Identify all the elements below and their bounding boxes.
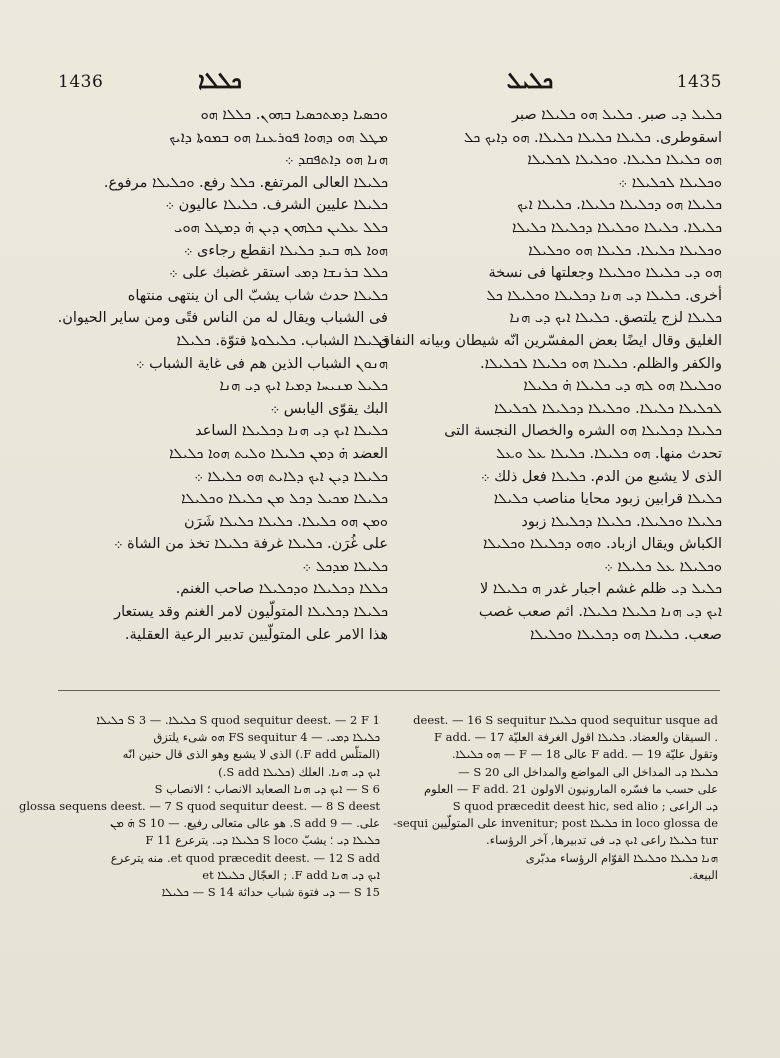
text-line: ܟܠܠܐ ܕܟܠܝܠܐ ܘܕܟܠܝܠܐ صاحب الغنم. — [175, 581, 388, 598]
text-line: على غُرَن. ܟܠܝܠܐ غرفة ܟܠܝܠܐ تخذ من الشاة ܀ — [113, 536, 388, 553]
right-text-column — [378, 104, 722, 682]
footnote-line: . السيقان والعضاد. ܟܠܝܠܐ اقول الغرفة العليّة F add. — 17 — [434, 730, 718, 745]
footnote-separator-rule — [58, 690, 720, 691]
text-line: ܟܠܝܠܐ لزج يلتصق. ܟܠܝܠܐ ܐܝܟ ܕܝ ܗܢܐ — [509, 310, 722, 327]
footnote-line: 1 S quod sequitur deest. — 2 F ܟܠܝܠܐ. — 3 S ܟܠܝܠܐ — [96, 713, 380, 727]
text-line: ܟܠܠ ܥܠܝܢ ܟܠܗܘܢ ܕܝܢ ܗ̇ ܕܡܛܠ ܗܘܝ — [174, 219, 388, 236]
text-line: ܟܠܝܠܐ ܕܟܠܝܠܐ ܗܘ الشره والخصال النجسة التى — [444, 423, 722, 440]
text-line: ܟܠܝܠܐ ܡܟܝܠ ܕܟܠ ܡܢ ܟܠܝܠܐ ܘܟܠܝܠܐ — [181, 491, 388, 508]
text-line: ܟܠܝܠܐ ܘܟܠܝܠܐ. ܟܠܝܠܐ ܕܟܠܝܠܐ زبود — [521, 513, 722, 530]
footnote-line: ܐܝܟ ܕܝ ܗܢܐ. العلك (ܟܠܝܠܐ S add.) — [218, 764, 380, 779]
text-line: ܟܠܝܠܐ قرابين زبود محايا مناصب ܟܠܝܠܐ — [493, 491, 722, 508]
text-line: والكفر والظلم. ܟܠܝܠܐ ܗܘ ܟܠܝܠܐ ܠܟܠܝܠܐ. — [480, 355, 722, 372]
text-line: الغليق وقال ايضًا بعض المفسّرين انّه شيطان وبيانه النفاق — [378, 332, 722, 349]
footnote-line: وتقول عليّة F add. — 19 عالى F — 18 — ܗܘ ܟܠܝܠܐ. — [451, 747, 718, 762]
footnote-line: in loco glossa de ܟܠܝܠܐ invenitur; post على المتولّيين sequi- — [393, 816, 718, 831]
text-line: ܗܘ ܟܠܝܠܐ ܟܠܝܠܐ. ܘܟܠܝܠܐ ܠܟܠܝܠܐ — [527, 152, 722, 169]
right-footnotes — [393, 712, 718, 902]
page-number-right: 1435 — [676, 72, 722, 92]
text-line: تحدث منها. ܗܘ ܟܠܝܠܐ. ܟܠܝܠܐ ܥܠ ܘܥܠ — [496, 445, 722, 462]
text-line: ܐܝܟ ܕܝ ܗܢܐ ܟܠܝܠܐ ܟܠܝܠܐ. اثم صعب غصب — [478, 604, 722, 621]
footnote-line: S 15 — ܕܝ فتوة شباب حداثة S 14 — ܟܠܝܠܐ — [161, 884, 380, 899]
text-line: أخرى. ܟܠܝܠܐ ܕܝ ܗܢܐ ܕܟܠܝܠܐ ܘܟܠܝܠܐ ܟܠ — [486, 287, 722, 304]
text-line: ܟܠܝܠܐ عليين الشرف. ܟܠܝܠܐ عاليون ܀ — [165, 197, 388, 214]
text-line: ܟܠܝܠܐ ܐܝܟ ܕܝ ܗܢܐ ܕܟܠܝܠܐ الساعد — [195, 423, 388, 440]
text-line: ܘܟܠܝܠܐ ܠܟܠܝܠܐ ܀ — [618, 174, 722, 191]
running-headword-left: ܟܠܠܐ — [198, 68, 242, 94]
running-headword-right: ܟܠܝܠ — [506, 68, 554, 94]
text-line: ܟܠܝܠܐ العالى المرتفع. ܟܠܠ رفع. ܘܟܠܝܠܐ مرفوع. — [103, 174, 388, 191]
left-footnotes — [19, 712, 380, 902]
text-line: البك يقوّى اليابس ܀ — [270, 400, 388, 417]
text-line: ܗܘ ܕܝ ܟܠܝܠܐ ܘܟܠܝܠܐ وجعلتها فى نسخة — [488, 265, 722, 282]
text-line: ܗܘܐ ܠܗ ܒܝܕ ܟܠܝܠܐ انقطع رجاءى ܀ — [183, 242, 388, 259]
footnote-line: ܟܠܝܠܐ ܕܝ المداخل الى المواضع والمداخل الى S 20 — — [458, 764, 718, 779]
text-line: ܟܠܝܠܐ حدث شاب يشبّ الى ان ينتهى منتهاه — [127, 287, 388, 304]
text-line: ܗܢܐ ܗܘ ܕܐܬܦܩܕ ܀ — [284, 152, 388, 169]
text-line: ܟܠܝܠܐ ܡܕܟܠ ܀ — [302, 558, 388, 575]
text-line: ܡܛܠ ܗܘ ܕܗܘܐ ܦܘܪܥܢܐ ܗܘ ܒܡܘܬܐ ܕܐܝܟ — [169, 129, 388, 146]
text-line: ܘܟܠܝܠܐ ܟܠܝܠܐ. ܟܠܝܠܐ ܗܘ ܘܟܠܝܠܐ — [528, 242, 722, 259]
text-line: ܠܟܠܝܠܐ ܟܠܝܠܐ. ܘܟܠܝܠܐ ܕܟܠܝܠܐ ܠܟܠܝܠܐ — [494, 400, 722, 417]
footnote-line: quod sequitur usque ad ܟܠܝܠܐ deest. — 16 S sequitur — [413, 713, 718, 727]
text-line: ܟܠܝܠܐ ܗܘ ܕܟܠܝܠܐ ܟܠܝܠܐ. ܟܠܝܠܐ ܐܝܟ — [517, 197, 722, 214]
column-gutter — [388, 104, 389, 682]
text-line: فى الشباب ويقال له من الناس فتًى ومن ساير الحيوان. — [57, 310, 388, 327]
text-line: العضد ܗ̇ ܕܡܢ ܟܠܝܠܐ ܘܠܝܬ ܗܘܐ ܟܠܝܠܐ — [169, 445, 388, 462]
page-number-left: 1436 — [58, 72, 104, 92]
text-line: الكباش ويقال ازباد. ܘܗܘ ܕܟܠܝܠܐ ܘܟܠܝܠܐ — [482, 536, 722, 553]
text-line: ܟܠܝܠ ܕܝ صبر. ܟܠܝܠ ܗܘ ܟܠܝܠܐ صبر — [511, 107, 722, 123]
footnote-line: ܟܠܝܠܐ ܕܝ ؛ يشبّ S loco ܟܠܝܠܐ ܕܝ. يترعرع F 11 — [145, 833, 380, 848]
footnote-line: tur ܟܠܝܠܐ راعى ܐܝܟ ܕܝ فى تدبيرها, آخر الرؤساء. — [486, 833, 718, 848]
footnote-line: على حسب ما فسّره المارونيون الاولون F add. 21 — العلوم — [424, 781, 718, 796]
footnote-line: على. — 9 S add. هو عالى متعالى رفيع. — 10 S ܗ̇ ܡܢ — [110, 816, 380, 831]
text-line: ܟܠܝܠܐ ܕܟܠܝܠܐ المتولّيون لامر الغنم وقد يستعار — [114, 604, 388, 621]
footnote-line: glossa sequens deest. — 7 S quod sequitur deest. — 8 S deest — [19, 798, 380, 813]
text-line: ܟܠܝܠ ܕܝ ظلم غشم اجبار غدر ܗ ܟܠܝܠܐ لا — [480, 581, 722, 598]
footnote-line: ܐܝܟ ܕܝ ܗܢܐ F add. ; العجّال ܟܠܝܠܐ et — [202, 867, 380, 882]
text-line: الذى لا يشبع من الدم. ܟܠܝܠܐ فعل ذلك ܀ — [480, 468, 722, 485]
text-line: ܘܟܣܝܐ ܕܡܬܟܣܝܐ ܒܗܘܢ. ܟܠܠܐ ܗܘ — [200, 107, 388, 123]
left-text-column — [58, 104, 388, 682]
text-line: ܟܠܠ ܒܪܢܫܐ ܕܡܝ استقر غضبك على ܀ — [169, 265, 388, 282]
text-line: ܘܟܠܝܠܐ ܗܘ ܠܗ ܕܝ ܟܠܝܠܐ ܗ̇ ܟܠܝܠܐ — [523, 378, 722, 395]
text-line: ܟܠܝܠܐ الشباب. ܟܠܝܠܘܬܐ فتوّة. ܟܠܝܠܐ — [176, 332, 388, 349]
text-line: ܘܡܢ ܗܘ ܟܠܝܠܐ. ܟܠܝܠܐ ܟܠܝܠܐ شَرَن — [183, 513, 388, 530]
text-line: اسقوطرى. ܟܠܝܠܐ ܟܠܝܠܐ ܟܠܝܠܐ. ܗܘ ܕܐܝܟ ܟܠ — [463, 129, 722, 146]
text-line: هذا الامر على المتولّيين تدبير الرعية العقلية. — [124, 626, 388, 643]
text-line: صعب. ܟܠܝܠܐ ܗܘ ܕܟܠܝܠܐ ܘܟܠܝܠܐ — [529, 626, 722, 643]
footnote-line: البيعة. — [688, 867, 718, 882]
footnote-line: et quod præcedit deest. — 12 S add. منه يترعرع — [110, 850, 380, 865]
text-line: ܟܠܝܠ ܡܢܝܚܐ ܕܡܝܐ ܐܝܟ ܕܝ ܗܢܐ — [219, 378, 388, 395]
footnote-line: ܗܢܐ ܟܠܝܠܐ ܘܟܠܝܠܐ القوّام الرؤساء مدبّرى — [525, 850, 718, 865]
text-line: ܘܟܠܝܠܐ ܥܠ ܟܠܝܠܐ ܀ — [604, 558, 722, 575]
text-line: ܟܠܝܠܐ. ܟܠܝܠܐ ܘܟܠܝܠܐ ܕܟܠܝܠܐ ܟܠܝܠܐ — [512, 219, 722, 236]
footnote-line: ܟܠܝܠܐ ܕܡܝ. — 4 FS sequitur ܗܘ شىء يلتزق — [153, 730, 380, 745]
text-line: ܗܢܘܢ الشباب الذين هم فى غاية الشباب ܀ — [135, 355, 388, 372]
footnote-line: (المتلّس F add.) الذى لا يشبع وهو الذى قال حنين انّه — [122, 747, 380, 762]
footnote-line: ܕܝ الراعى ; S quod præcedit deest hic, sed alio — [452, 798, 718, 813]
text-line: ܟܠܝܠܐ ܕܝܢ ܐܝܟ ܕܠܐܝܬ ܗܘ ܟܠܝܠܐ ܀ — [194, 468, 388, 485]
footnote-line: S 6 — ܐܝܟ ܕܝ ܗܢܐ الصعايد الانصاب ؛ الانصاب S — [154, 781, 380, 796]
